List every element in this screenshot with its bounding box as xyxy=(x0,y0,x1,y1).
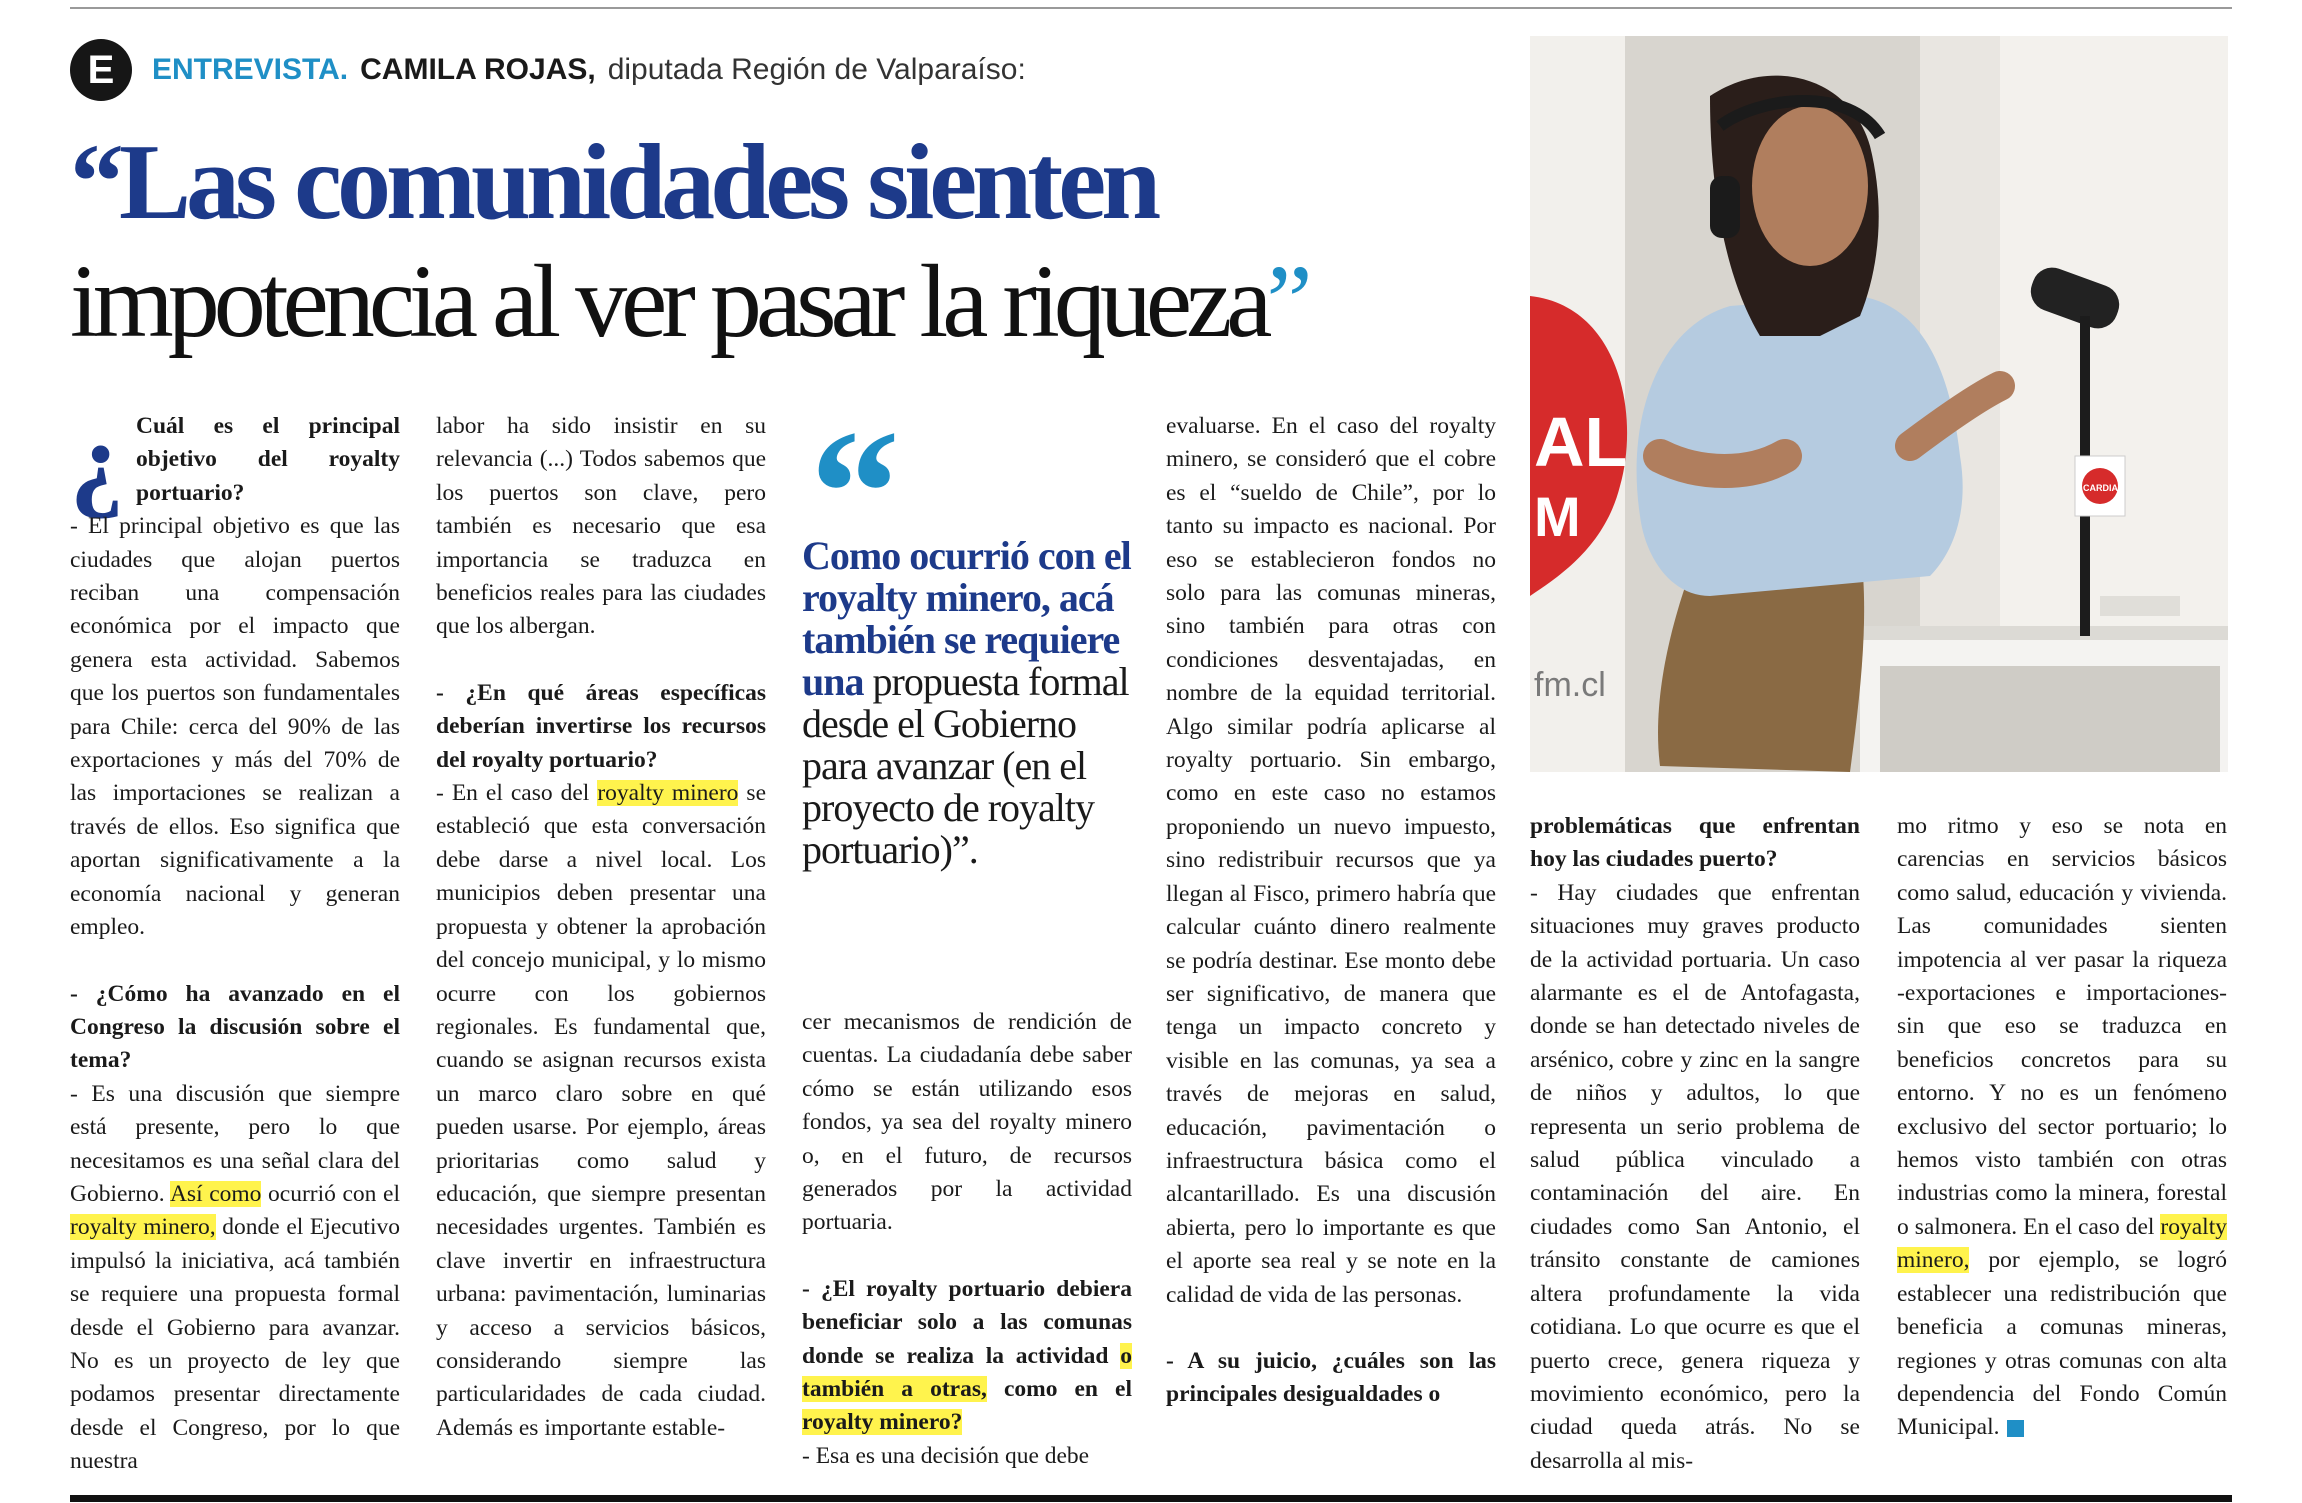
highlighted-text: royalty minero, xyxy=(1897,1213,2227,1274)
headline-line-1-text: Las comunidades sienten xyxy=(119,123,1157,242)
top-rule xyxy=(70,7,2232,9)
headline-close-quote: ” xyxy=(1266,244,1307,359)
question-2: - ¿Cómo ha avanzado en el Congreso la discusión sobre el tema? xyxy=(70,980,400,1074)
interviewee-name: CAMILA ROJAS, xyxy=(360,53,596,86)
headline-line-2 xyxy=(70,241,1520,363)
highlighted-text: o también a otras, xyxy=(802,1342,1132,1403)
photo-watermark: fm.cl xyxy=(1534,666,1606,704)
paragraph: evaluarse. En el caso del royalty minero, se consideró que el cobre es el “sueldo de Chile”, por lo tanto su impacto es nacional. Por eso se establecieron fondos no solo para las comunas mineras, sino también para otras con condiciones desventajadas, en nombre de la equidad territorial. Algo similar podría aplicarse al royalty portuario. Sin embargo, como en este caso no estamos proponiendo un nuevo impuesto, sino redistribuir recursos que ya llegan al Fisco, primero habría que calcular cuánto dinero realmente se podría destinar. Ese monto debe ser significativo, de manera que tenga un impacto concreto y visible en las comunas, ya sea a través de mejoras en salud, educación, pavimentación o infraestructura básica como el alcantarillado. Es una discusión abierta, pero lo importante es que el aporte sea real y se note en la calidad de vida de las personas. xyxy=(1166,413,1496,1308)
headline xyxy=(70,125,1520,363)
pullquote-marks: “ xyxy=(810,393,900,592)
headline-open-quote: “ xyxy=(70,123,119,242)
svg-text:AL: AL xyxy=(1534,403,1628,481)
answer-3-text-a: - En el caso del xyxy=(436,780,598,807)
svg-text:M: M xyxy=(1534,485,1581,548)
bottom-rule xyxy=(70,1495,2232,1502)
answer-1-text: - El principal objetivo es que las ciudades que alojan puertos reciban una compensación económica por el impacto que genera esta actividad. Sabemos que los puertos son fundamentales para Chile: cerca del 90% de las exportaciones y más del 70% de las importaciones se realizan a través de ellos. Eso significa que aportan significativamente a la economía nacional y generan empleo. xyxy=(70,513,400,941)
highlighted-text: royalty minero? xyxy=(802,1409,963,1436)
answer-1 xyxy=(70,510,400,944)
answer-6-text-a: mo ritmo y eso se nota en carencias en servicios básicos como salud, educación y vivienda. Las comunidades sienten impotencia al ver pasar la riqueza -exportaciones e importaciones- sin que eso se traduzca en beneficios concretos para su entorno. Y no es un fenómeno exclusivo del sector portuario; lo hemos visto también con otras industrias como la minera, forestal o salmonera. En el caso del xyxy=(1897,813,2227,1240)
pullquote xyxy=(802,535,1142,871)
headline-line-2-text: impotencia al ver pasar la riqueza xyxy=(70,244,1267,359)
pullquote-normal: propuesta formal desde el Gobierno para avanzar (en el proyecto de royalty portuario)”. xyxy=(802,659,1129,872)
column-1 xyxy=(70,401,400,1479)
paragraph: cer mecanismos de rendición de cuentas. La ciudadanía debe saber cómo se están utilizando esos fondos, ya sea del royalty minero o, en el futuro, de recursos generados por la actividad portuaria. xyxy=(802,1009,1132,1236)
interview-photo xyxy=(1530,36,2228,772)
answer-3-text-b: se estableció que esta conversación debe darse a nivel local. Los municipios deben presentar una propuesta y obtener la aprobación del concejo municipal, y lo mismo ocurre con los gobiernos regionales. Es fundamental que, cuando se asignan recursos exista un marco claro sobre en qué pueden usarse. Por ejemplo, áreas prioritarias como salud y educación, que siempre presentan necesidades urgentes. También es clave invertir en infraestructura urbana: pavimentación, luminarias y acceso a servicios básicos, considerando siempre las particularidades de cada ciudad. Además es importante estable- xyxy=(436,780,767,1441)
answer-6 xyxy=(1897,810,2227,1445)
column-3 xyxy=(802,1006,1132,1473)
highlighted-text: royalty minero, xyxy=(70,1214,216,1241)
answer-6-text-b: por ejemplo, se logró establecer una redistribución que beneficia a comunas mineras, regiones y otras comunas con alta dependencia del Fondo Común Municipal. xyxy=(1897,1247,2227,1441)
question-5: - A su juicio, ¿cuáles son las principales desigualdades o xyxy=(1166,1347,1496,1408)
section-badge: E xyxy=(70,39,132,101)
section-label: ENTREVISTA. xyxy=(152,53,349,86)
question-4-text-a: - ¿El royalty portuario debiera beneficiar solo a las comunas donde se realiza la actividad xyxy=(802,1275,1132,1369)
answer-3 xyxy=(436,777,766,1445)
kicker xyxy=(70,38,1026,102)
question-5-continued: problemáticas que enfrentan hoy las ciudades puerto? xyxy=(1530,813,1860,873)
highlighted-text: royalty minero xyxy=(597,780,739,807)
column-6 xyxy=(1897,810,2227,1445)
pullquote-bold: Como ocurrió con el royalty minero, acá también se requiere una xyxy=(802,533,1131,704)
interviewee-role: diputada Región de Valparaíso: xyxy=(607,53,1026,86)
photo-illustration xyxy=(1530,36,2228,772)
question-3: - ¿En qué áreas específicas deberían invertirse los recursos del royalty portuario? xyxy=(436,679,766,773)
question-4-text-b: como en el xyxy=(986,1376,1133,1403)
answer-5: - Hay ciudades que enfrentan situaciones muy graves producto de la actividad portuaria. Un caso alarmante es el de Antofagasta, donde se han detectado niveles de arsénico, cobre y zinc en la sangre de niños y adultos, lo que representa un serio problema de salud pública vinculado a contaminación del aire. En ciudades como San Antonio, el tránsito constante de camiones altera profundamente la vida cotidiana. Lo que ocurre es que el puerto crece, genera riqueza y movimiento económico, pero la ciudad queda atrás. No se desarrolla al mis- xyxy=(1530,879,1860,1474)
column-5 xyxy=(1530,810,1860,1478)
column-2 xyxy=(436,410,766,1445)
svg-text:CARDIA: CARDIA xyxy=(2083,483,2118,493)
question-4 xyxy=(802,1273,1132,1440)
question-1: Cuál es el principal objetivo del royalty portuario? xyxy=(136,413,400,506)
paragraph: labor ha sido insistir en su relevancia (...) Todos sabemos que los puertos son clave, pero también es necesario que esa importancia se traduzca en beneficios reales para las ciudades que los albergan. xyxy=(436,413,766,640)
highlighted-text: Así como xyxy=(169,1180,262,1207)
answer-2-text-a: - Es una discusión que siempre está presente, pero lo que necesitamos es una señal clara del Gobierno. xyxy=(70,1080,400,1207)
answer-2-text-c: donde el Ejecutivo impulsó la iniciativa, acá también se requiere una propuesta formal desde el Gobierno para avanzar. No es un proyecto de ley que podamos presentar directamente desde el Congreso, por lo que nuestra xyxy=(70,1214,400,1475)
column-4 xyxy=(1166,410,1496,1412)
answer-2-text-b: ocurrió con el xyxy=(261,1180,400,1207)
answer-4: - Esa es una decisión que debe xyxy=(802,1442,1090,1469)
headline-line-1 xyxy=(70,125,1520,241)
dropcap: ¿ xyxy=(70,401,124,520)
answer-2 xyxy=(70,1078,400,1479)
end-mark xyxy=(2007,1420,2024,1437)
